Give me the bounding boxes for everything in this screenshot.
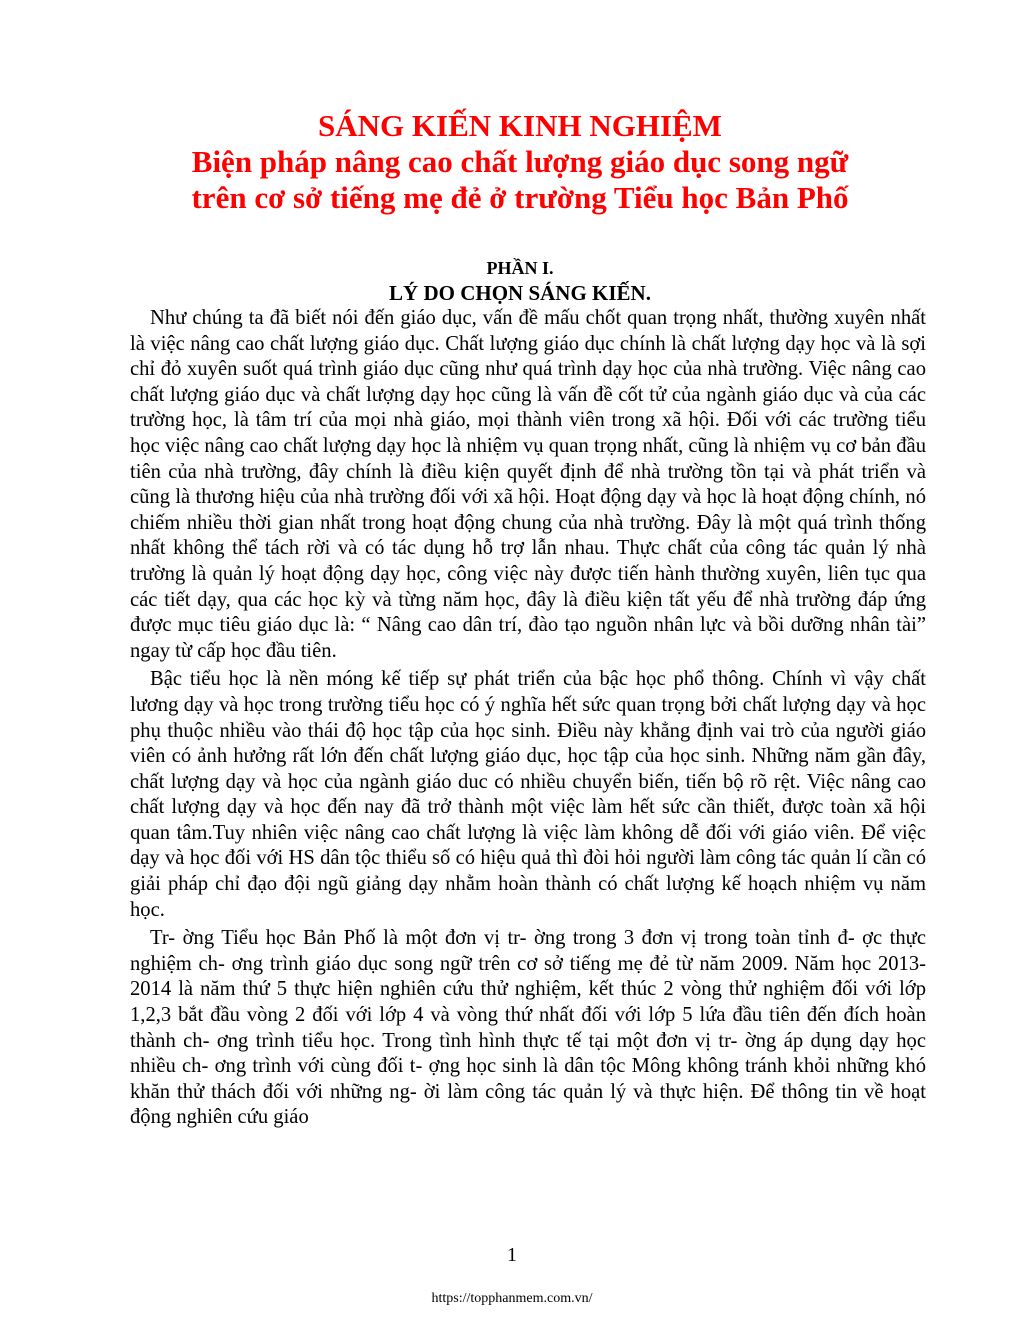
document-title	[100, 108, 940, 216]
page-number: 1	[507, 1244, 517, 1266]
title-line-2: Biện pháp nâng cao chất lượng giáo dục song ngữ	[191, 144, 849, 179]
title-line-1: SÁNG KIẾN KINH NGHIỆM	[318, 108, 722, 143]
paragraph: Bậc tiểu học là nền móng kế tiếp sự phát triển của bậc học phổ thông. Chính vì vậy chất lương dạy và học trong trường tiểu học có ý nghĩa hết sức quan trọng bởi chất lượng dạy và học phụ thuộc nhiều vào thái độ học tập của học sinh. Điều này khẳng định vai trò của người giáo viên có ảnh hưởng rất lớn đến chất lượng giáo dục, học tập của học sinh. Những năm gần đây, chất lượng dạy và học của ngành giáo duc có nhiều chuyển biến, tiến bộ rõ rệt. Việc nâng cao chất lượng dạy và học đến nay đã trở thành một việc làm hết sức cần thiết, được toàn xã hội quan tâm.Tuy nhiên việc nâng cao chất lượng là việc làm không dễ đối với giáo viên. Để việc dạy và học đối với HS dân tộc thiểu số có hiệu quả thì đòi hỏi người làm công tác quản lí cần có giải pháp chỉ đạo đội ngũ giảng dạy nhằm hoàn thành có chất lượng kế hoạch nhiệm vụ năm học.	[130, 668, 926, 921]
body-text	[130, 306, 926, 1131]
footer-url[interactable]: https://topphanmem.com.vn/	[431, 1291, 593, 1306]
paragraph: Như chúng ta đã biết nói đến giáo dục, vấn đề mấu chốt quan trọng nhất, thường xuyên nhất là việc nâng cao chất lượng giáo dục. Chất lượng giáo dục chính là chất lượng dạy học và là sợi chỉ đỏ xuyên suốt quá trình giáo dục cũng như quá trình dạy học của nhà trường. Việc nâng cao chất lượng giáo dục và chất lượng dạy học cũng là vấn đề cốt tử của ngành giáo dục và của các trường học, là tâm trí của mọi nhà giáo, mọi thành viên trong xã hội. Đối với các trường tiểu học việc nâng cao chất lượng dạy học là nhiệm vụ quan trọng nhất, cũng là nhiệm vụ cơ bản đầu tiên của nhà trường, đây chính là điều kiện quyết định để nhà trường tồn tại và phát triển và cũng là thương hiệu của nhà trường đối với xã hội. Hoạt động dạy và học là hoạt động chính, nó chiếm nhiều thời gian nhất trong hoạt động chung của nhà trường. Đây là một quá trình thống nhất không thể tách rời và có tác dụng hỗ trợ lẫn nhau. Thực chất của công tác quản lý nhà trường là quản lý hoạt động dạy học, công việc này được tiến hành thường xuyên, liên tục qua các tiết dạy, qua các học kỳ và từng năm học, đây là điều kiện tất yếu để nhà trường đáp ứng được mục tiêu giáo dục là: “ Nâng cao dân trí, đào tạo nguồn nhân lực và bồi dưỡng nhân tài” ngay từ cấp học đầu tiên.	[130, 307, 926, 662]
section-title: LÝ DO CHỌN SÁNG KIẾN.	[389, 281, 651, 305]
part-label: PHẦN I.	[486, 258, 554, 278]
paragraph: Tr- ờng Tiểu học Bản Phố là một đơn vị tr- ờng trong 3 đơn vị trong toàn tỉnh đ- ợc thực nghiệm ch- ơng trình giáo dục song ngữ trên cơ sở tiếng mẹ đẻ từ năm 2009. Năm học 2013-2014 là năm thứ 5 thực hiện nghiên cứu thử nghiệm, kết thúc 2 vòng thử nghiệm đối với lớp 1,2,3 bắt đầu vòng 2 đối với lớp 4 và vòng thứ nhất đối với lớp 5 lứa đầu tiên đến đích hoàn thành ch- ơng trình tiểu học. Trong tình hình thực tế tại một đơn vị tr- ờng áp dụng dạy học nhiều ch- ơng trình với cùng đối t- ợng học sinh là dân tộc Mông không tránh khỏi những khó khăn thử thách đối với những ng- ời làm công tác quản lý và thực hiện. Để thông tin về hoạt động nghiên cứu giáo	[130, 927, 926, 1129]
title-line-3: trên cơ sở tiếng mẹ đẻ ở trường Tiểu học Bản Phố	[191, 180, 849, 215]
